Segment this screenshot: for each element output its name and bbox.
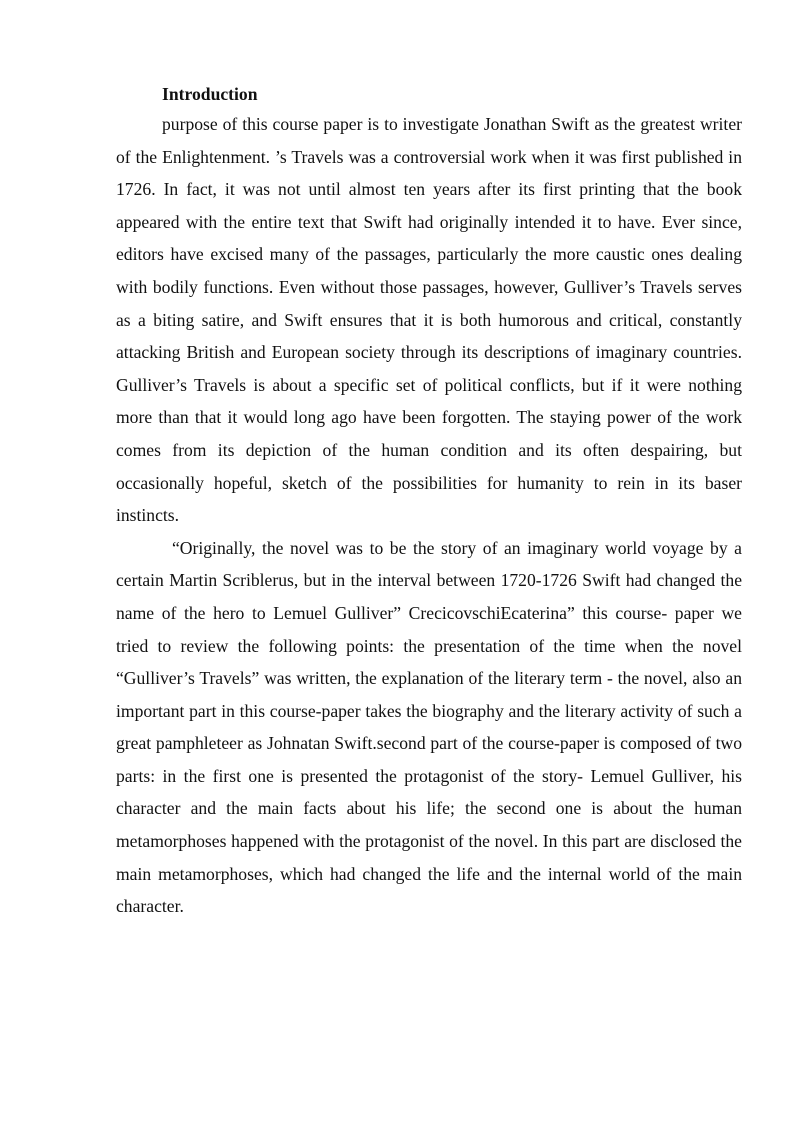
paragraph-quote: “Originally, the novel was to be the story of an imaginary world voyage by a certain Martin Scriblerus, but in the interval between 1720-1726 Swift had changed the name of the hero to Lemuel Gulliver” CrecicovschiEcaterina” this course- paper we tried to review the following points: the presentation of the time when the novel “Gulliver’s Travels” was written, the explanation of the literary term - the novel, also an important part in this course-paper takes the biography and the literary activity of such a great pamphleteer as Johnatan Swift.second part of the course-paper is composed of two parts: in the first one is presented the protagonist of the story- Lemuel Gulliver, his character and the main facts about his life; the second one is about the human metamorphoses happened with the protagonist of the novel. In this part are disclosed the main metamorphoses, which had changed the life and the internal world of the main character.	[116, 537, 742, 917]
section-heading: Introduction	[162, 84, 258, 104]
document-body	[116, 80, 742, 923]
paragraph-purpose: purpose of this course paper is to investigate Jonathan Swift as the greatest writer of the Enlightenment. ’s Travels was a controversial work when it was first published in 1726. In fact, it was not until almost ten years after its first printing that the book appeared with the entire text that Swift had originally intended it to have. Ever since, editors have excised many of the passages, particularly the more caustic ones dealing with bodily functions. Even without those passages, however, Gulliver’s Travels serves as a biting satire, and Swift ensures that it is both humorous and critical, constantly attacking British and European society through its descriptions of imaginary countries. Gulliver’s Travels is about a specific set of political conflicts, but if it were nothing more than that it would long ago have been forgotten. The staying power of the work comes from its depiction of the human condition and its often despairing, but occasionally hopeful, sketch of the possibilities for humanity to rein in its baser instincts.	[116, 114, 742, 526]
